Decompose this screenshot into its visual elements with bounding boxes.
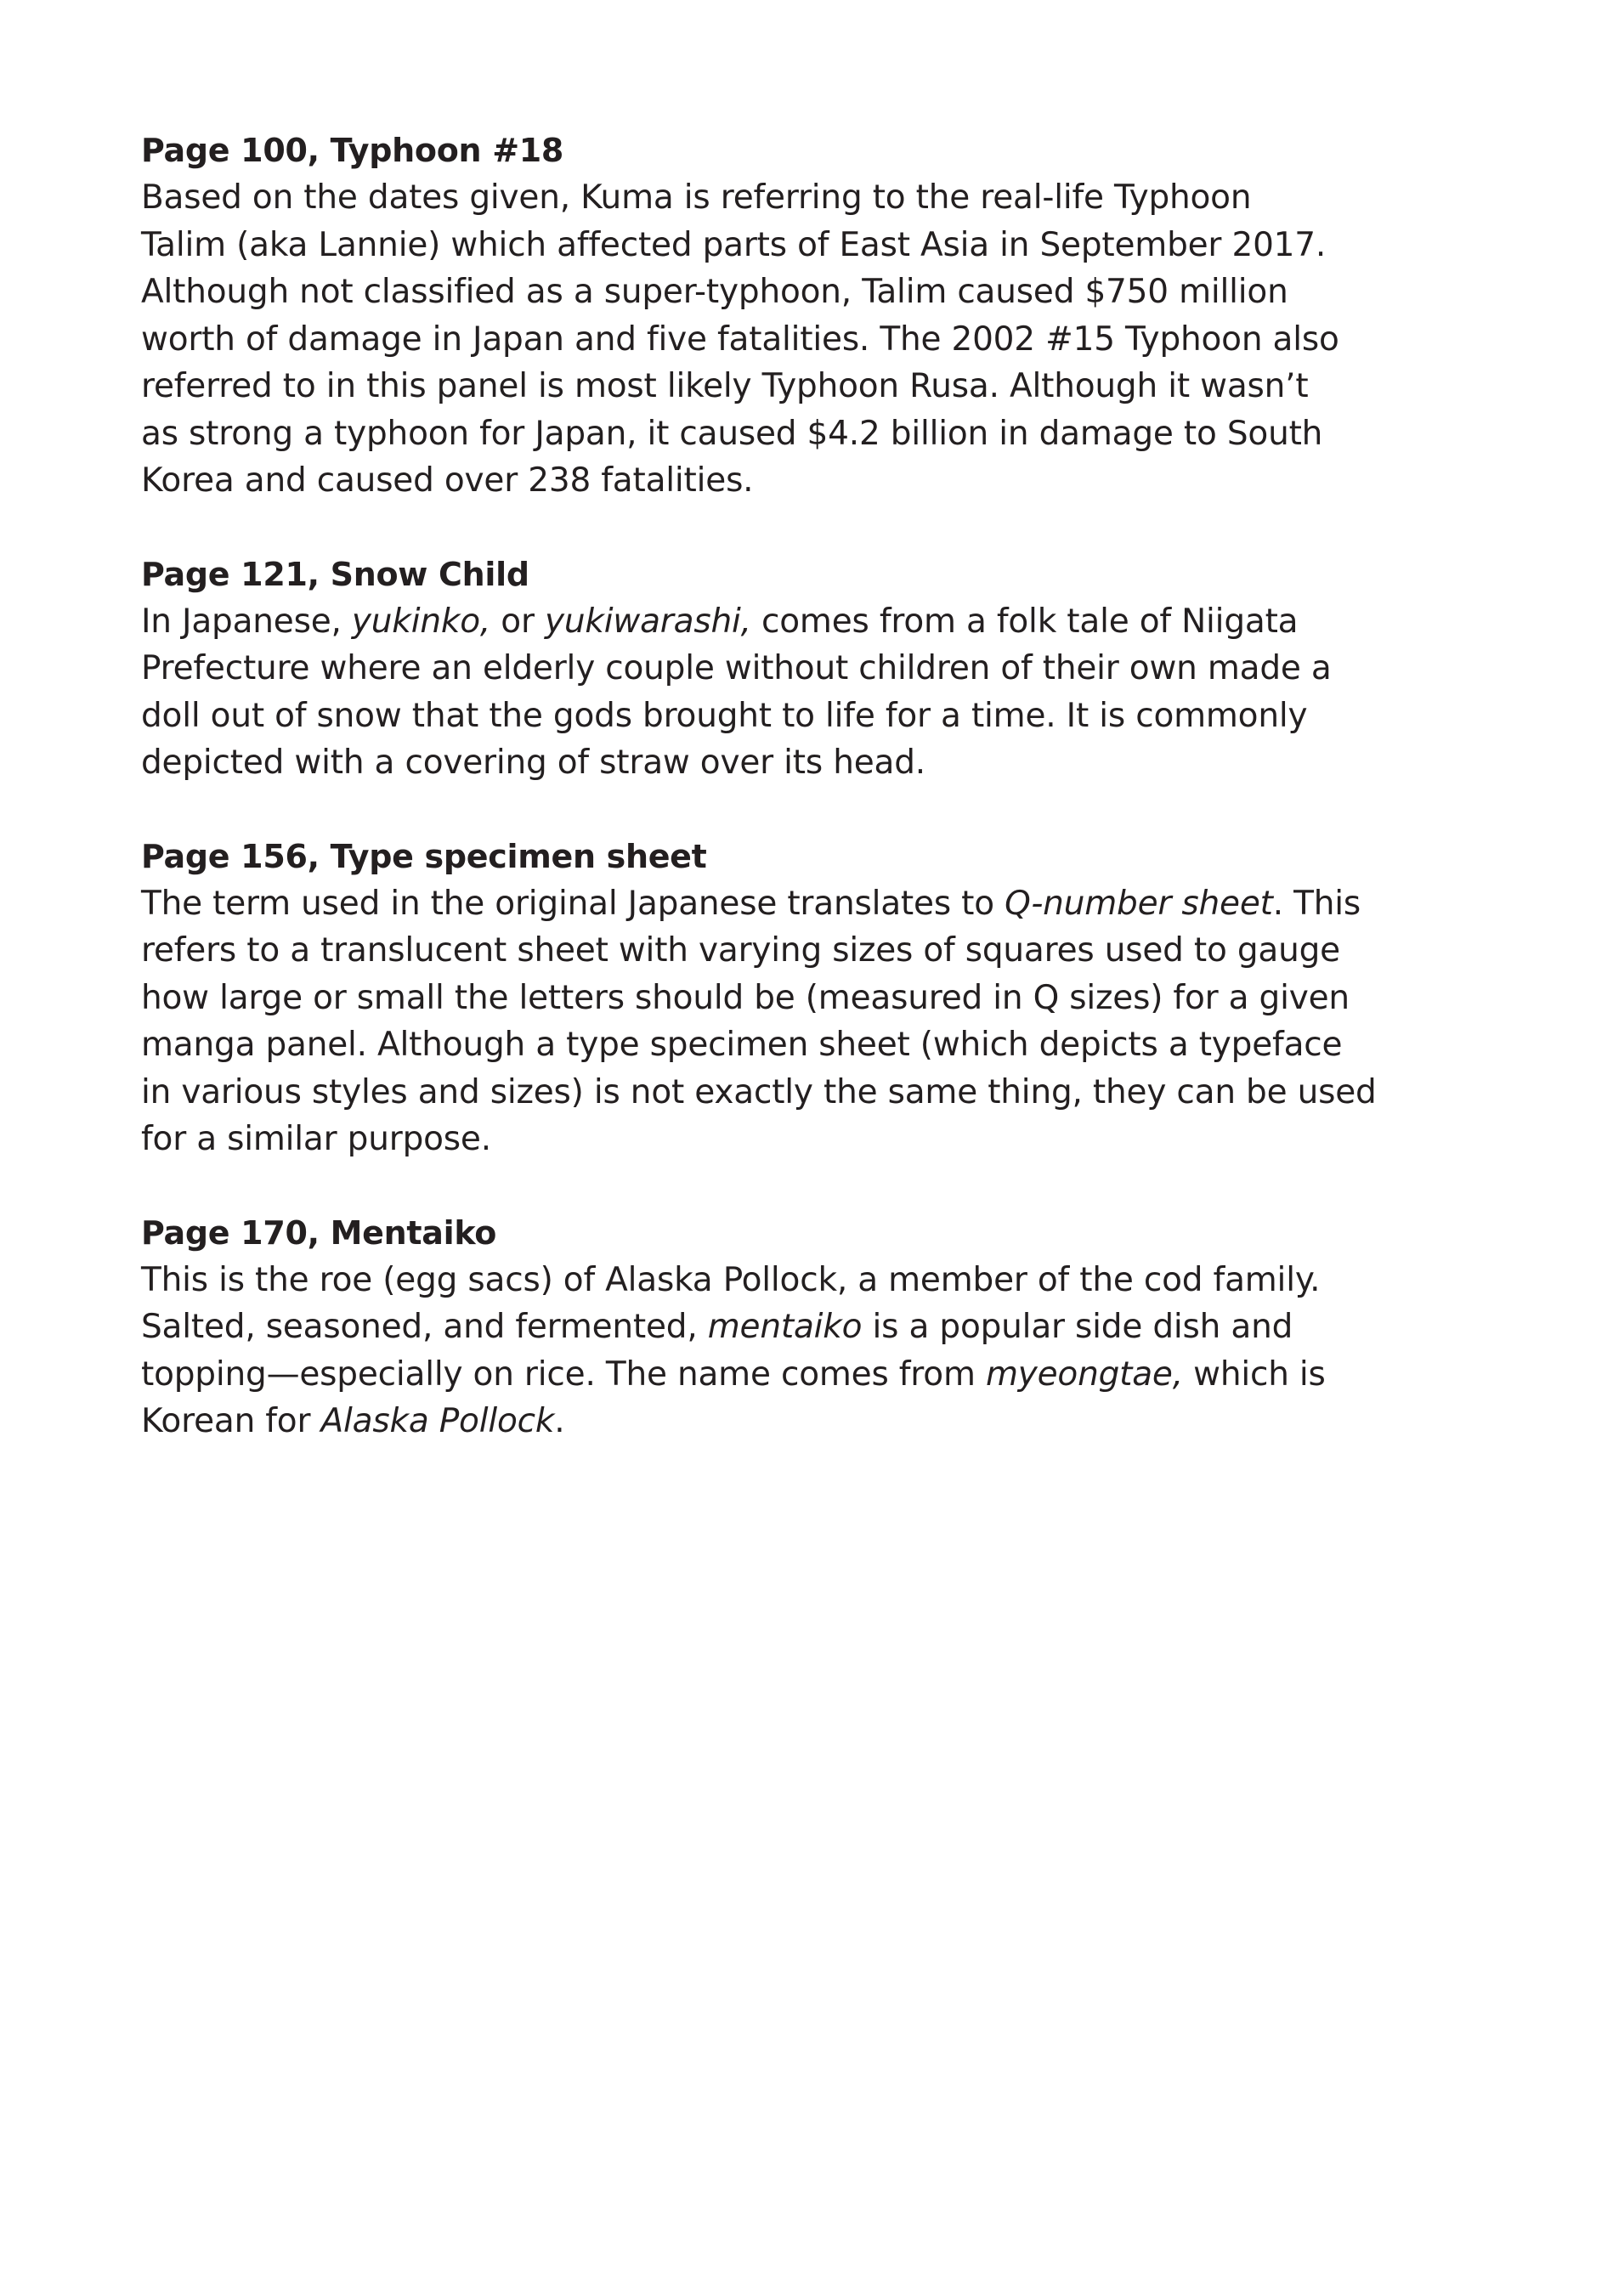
note-title: Page 121, Snow Child — [141, 555, 529, 593]
italic-term: Alaska Pollock — [320, 1402, 555, 1440]
note-title: Page 100, Typhoon #18 — [141, 132, 564, 169]
body-line: topping—especially on rice. The name comes from myeongtae, which is — [141, 1354, 1326, 1394]
note-title: Page 170, Mentaiko — [141, 1213, 497, 1252]
body-line: Salted, seasoned, and fermented, mentaiko is a popular side dish and — [141, 1308, 1293, 1346]
italic-term: Q-number sheet — [1005, 884, 1273, 923]
body-line: Prefecture where an elderly couple without children of their own made a — [141, 649, 1332, 687]
note-body — [141, 880, 1501, 1163]
italic-term: yukiwarashi, — [544, 602, 751, 641]
body-line: refers to a translucent sheet with varying sizes of squares used to gauge — [141, 931, 1340, 970]
note-body — [141, 1257, 1501, 1445]
note-body — [141, 598, 1501, 787]
note-mentaiko — [141, 1210, 1501, 1445]
body-line: The term used in the original Japanese translates to Q-number sheet. This — [141, 884, 1361, 923]
body-line: Korean for Alaska Pollock. — [141, 1402, 565, 1440]
body-line: Based on the dates given, Kuma is referring to the real-life Typhoon — [141, 178, 1252, 217]
body-line: This is the roe (egg sacs) of Alaska Pollock, a member of the cod family. — [141, 1260, 1321, 1299]
body-line: Korea and caused over 238 fatalities. — [141, 461, 754, 500]
body-line: Talim (aka Lannie) which affected parts of East Asia in September 2017. — [141, 225, 1327, 264]
body-line: as strong a typhoon for Japan, it caused $4.2 billion in damage to South — [141, 414, 1323, 453]
body-line: manga panel. Although a type specimen sheet (which depicts a typeface — [141, 1026, 1343, 1064]
note-type-specimen — [141, 834, 1501, 1163]
italic-term: yukinko, — [351, 602, 491, 641]
body-line: depicted with a covering of straw over its head. — [141, 744, 925, 782]
body-line: for a similar purpose. — [141, 1120, 491, 1158]
body-line: doll out of snow that the gods brought to life for a time. It is commonly — [141, 696, 1308, 735]
note-snow-child — [141, 551, 1501, 787]
body-line: referred to in this panel is most likely Typhoon Rusa. Although it wasn’t — [141, 367, 1309, 405]
notes-page — [141, 127, 1501, 1492]
italic-term: myeongtae, — [985, 1354, 1183, 1394]
note-typhoon — [141, 127, 1501, 505]
note-title: Page 156, Type specimen sheet — [141, 837, 707, 875]
body-line: in various styles and sizes) is not exactly the same thing, they can be used — [141, 1072, 1377, 1111]
note-body — [141, 174, 1501, 505]
body-line: In Japanese, yukinko, or yukiwarashi, comes from a folk tale of Niigata — [141, 602, 1299, 641]
body-line: Although not classified as a super-typhoon, Talim caused $750 million — [141, 273, 1288, 311]
body-line: worth of damage in Japan and five fatalities. The 2002 #15 Typhoon also — [141, 320, 1339, 359]
body-line: how large or small the letters should be (measured in Q sizes) for a given — [141, 978, 1350, 1017]
italic-term: mentaiko — [707, 1308, 863, 1346]
